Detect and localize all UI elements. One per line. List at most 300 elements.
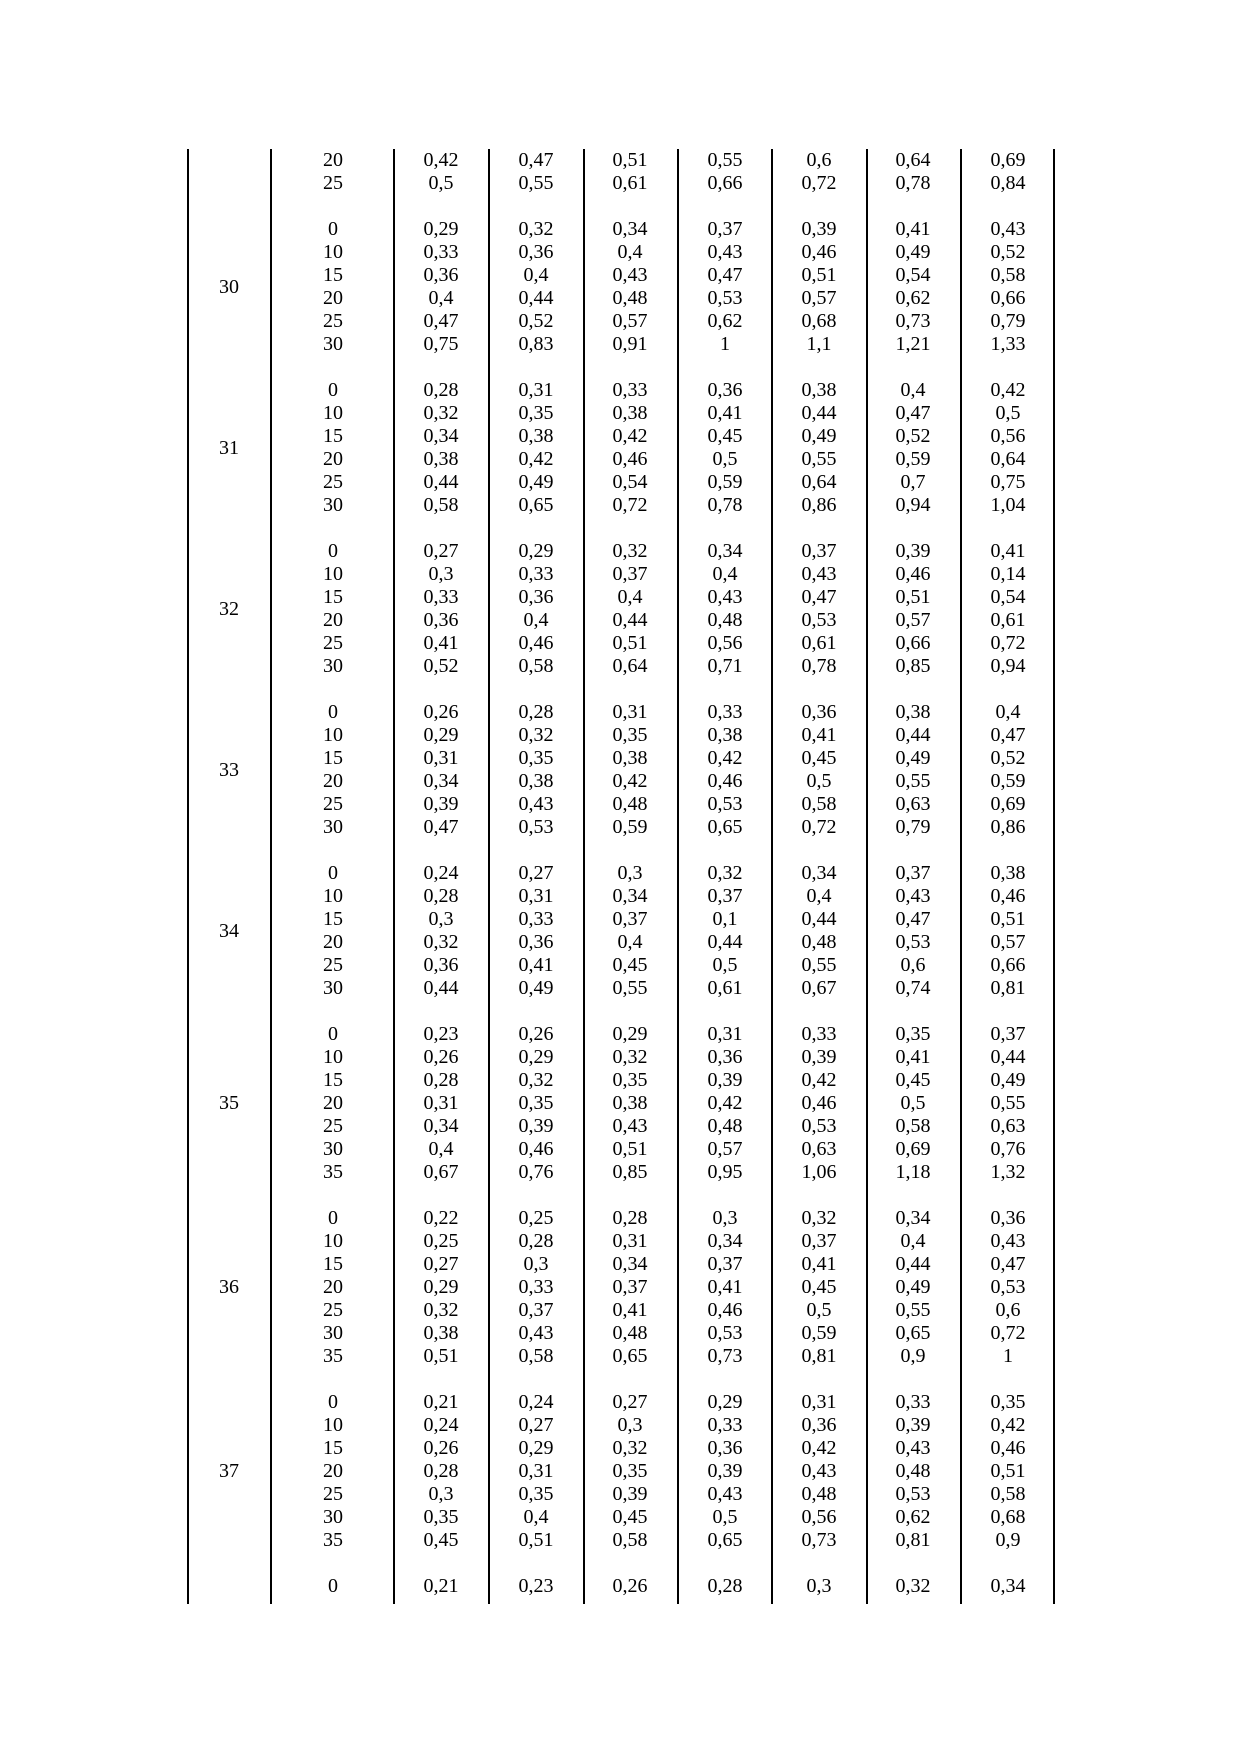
row-key-cell: 20: [323, 149, 343, 171]
row-key-cell: 30: [323, 977, 343, 999]
value-cell: 0,42: [801, 1069, 837, 1091]
row-key-cell: 15: [323, 425, 343, 447]
value-cell: 0,68: [990, 1506, 1026, 1528]
value-cell: 0,81: [801, 1345, 837, 1367]
value-cell: 0,37: [801, 540, 837, 562]
value-cell: 0,36: [518, 241, 554, 263]
value-cell: 0,41: [707, 402, 743, 424]
value-cell: 0,39: [707, 1069, 743, 1091]
value-cell: 0,3: [617, 1414, 643, 1436]
value-cell: 0,53: [895, 931, 931, 953]
column-divider: [677, 149, 679, 1604]
value-cell: 0,32: [612, 540, 648, 562]
value-cell: 0,4: [806, 885, 832, 907]
value-cell: 0,26: [612, 1575, 648, 1597]
value-cell: 0,46: [707, 1299, 743, 1321]
value-cell: 0,43: [990, 1230, 1026, 1252]
value-cell: 0,51: [518, 1529, 554, 1551]
row-key-cell: 20: [323, 1092, 343, 1114]
row-key-cell: 0: [328, 1023, 338, 1045]
value-cell: 0,33: [518, 563, 554, 585]
value-cell: 0,47: [895, 908, 931, 930]
row-key-cell: 30: [323, 816, 343, 838]
row-key-cell: 25: [323, 471, 343, 493]
value-cell: 0,35: [518, 402, 554, 424]
value-cell: 0,3: [806, 1575, 832, 1597]
value-cell: 0,23: [518, 1575, 554, 1597]
value-cell: 0,86: [801, 494, 837, 516]
value-cell: 0,4: [712, 563, 738, 585]
value-cell: 0,46: [990, 1437, 1026, 1459]
value-cell: 0,53: [990, 1276, 1026, 1298]
value-cell: 0,6: [900, 954, 926, 976]
value-cell: 0,49: [518, 471, 554, 493]
value-cell: 0,95: [707, 1161, 743, 1183]
value-cell: 0,38: [612, 747, 648, 769]
value-cell: 0,37: [801, 1230, 837, 1252]
value-cell: 0,78: [707, 494, 743, 516]
group-label: 36: [219, 1276, 239, 1298]
value-cell: 0,55: [707, 149, 743, 171]
value-cell: 0,6: [995, 1299, 1021, 1321]
value-cell: 0,47: [990, 1253, 1026, 1275]
value-cell: 0,4: [900, 379, 926, 401]
value-cell: 0,49: [895, 241, 931, 263]
value-cell: 0,29: [423, 218, 459, 240]
value-cell: 0,62: [895, 287, 931, 309]
value-cell: 0,63: [801, 1138, 837, 1160]
column-divider: [488, 149, 490, 1604]
value-cell: 0,29: [518, 1046, 554, 1068]
value-cell: 0,35: [990, 1391, 1026, 1413]
value-cell: 0,36: [518, 586, 554, 608]
value-cell: 0,35: [518, 1092, 554, 1114]
value-cell: 0,65: [895, 1322, 931, 1344]
value-cell: 0,53: [707, 793, 743, 815]
value-cell: 0,29: [423, 724, 459, 746]
value-cell: 0,68: [801, 310, 837, 332]
value-cell: 1: [1003, 1345, 1013, 1367]
value-cell: 0,58: [990, 1483, 1026, 1505]
value-cell: 0,44: [707, 931, 743, 953]
value-cell: 0,74: [895, 977, 931, 999]
value-cell: 0,29: [518, 540, 554, 562]
row-key-cell: 35: [323, 1345, 343, 1367]
value-cell: 0,38: [518, 770, 554, 792]
value-cell: 0,36: [801, 701, 837, 723]
value-cell: 0,91: [612, 333, 648, 355]
value-cell: 0,78: [895, 172, 931, 194]
value-cell: 0,28: [612, 1207, 648, 1229]
value-cell: 0,32: [423, 402, 459, 424]
value-cell: 0,47: [801, 586, 837, 608]
column-divider: [270, 149, 272, 1604]
row-key-cell: 10: [323, 1230, 343, 1252]
value-cell: 0,21: [423, 1391, 459, 1413]
value-cell: 0,41: [423, 632, 459, 654]
value-cell: 0,9: [995, 1529, 1021, 1551]
value-cell: 0,61: [801, 632, 837, 654]
value-cell: 0,63: [895, 793, 931, 815]
value-cell: 0,49: [518, 977, 554, 999]
value-cell: 0,5: [806, 1299, 832, 1321]
value-cell: 0,38: [895, 701, 931, 723]
value-cell: 0,45: [801, 1276, 837, 1298]
value-cell: 0,69: [895, 1138, 931, 1160]
value-cell: 0,24: [518, 1391, 554, 1413]
value-cell: 0,28: [423, 379, 459, 401]
value-cell: 0,51: [612, 632, 648, 654]
value-cell: 0,22: [423, 1207, 459, 1229]
value-cell: 0,43: [518, 793, 554, 815]
value-cell: 0,43: [612, 1115, 648, 1137]
value-cell: 0,41: [801, 724, 837, 746]
value-cell: 0,66: [990, 954, 1026, 976]
value-cell: 0,43: [895, 1437, 931, 1459]
value-cell: 0,38: [518, 425, 554, 447]
value-cell: 0,58: [518, 1345, 554, 1367]
value-cell: 0,51: [423, 1345, 459, 1367]
row-key-cell: 25: [323, 1483, 343, 1505]
value-cell: 0,53: [801, 1115, 837, 1137]
value-cell: 0,64: [612, 655, 648, 677]
value-cell: 0,33: [895, 1391, 931, 1413]
value-cell: 0,55: [895, 770, 931, 792]
value-cell: 0,37: [990, 1023, 1026, 1045]
value-cell: 0,39: [707, 1460, 743, 1482]
value-cell: 0,48: [707, 1115, 743, 1137]
row-key-cell: 0: [328, 540, 338, 562]
row-key-cell: 0: [328, 1207, 338, 1229]
value-cell: 0,41: [895, 218, 931, 240]
value-cell: 0,45: [801, 747, 837, 769]
value-cell: 0,54: [990, 586, 1026, 608]
value-cell: 0,65: [707, 1529, 743, 1551]
value-cell: 0,28: [423, 1460, 459, 1482]
row-key-cell: 20: [323, 448, 343, 470]
value-cell: 0,29: [707, 1391, 743, 1413]
value-cell: 0,56: [990, 425, 1026, 447]
value-cell: 0,45: [612, 954, 648, 976]
value-cell: 0,4: [995, 701, 1021, 723]
value-cell: 0,59: [895, 448, 931, 470]
value-cell: 0,63: [990, 1115, 1026, 1137]
value-cell: 0,42: [990, 379, 1026, 401]
value-cell: 0,65: [707, 816, 743, 838]
value-cell: 0,34: [423, 770, 459, 792]
row-key-cell: 10: [323, 563, 343, 585]
value-cell: 0,33: [707, 1414, 743, 1436]
value-cell: 0,41: [895, 1046, 931, 1068]
value-cell: 0,24: [423, 862, 459, 884]
value-cell: 0,58: [612, 1529, 648, 1551]
value-cell: 1,18: [895, 1161, 931, 1183]
value-cell: 0,48: [612, 1322, 648, 1344]
row-key-cell: 0: [328, 701, 338, 723]
value-cell: 0,51: [895, 586, 931, 608]
value-cell: 0,4: [428, 287, 454, 309]
value-cell: 0,42: [612, 770, 648, 792]
row-key-cell: 30: [323, 494, 343, 516]
value-cell: 0,26: [518, 1023, 554, 1045]
value-cell: 0,53: [518, 816, 554, 838]
value-cell: 0,51: [612, 149, 648, 171]
value-cell: 0,78: [801, 655, 837, 677]
value-cell: 0,75: [423, 333, 459, 355]
row-key-cell: 15: [323, 264, 343, 286]
value-cell: 0,37: [895, 862, 931, 884]
value-cell: 0,38: [423, 1322, 459, 1344]
value-cell: 0,54: [612, 471, 648, 493]
value-cell: 0,32: [895, 1575, 931, 1597]
value-cell: 0,4: [617, 931, 643, 953]
value-cell: 0,66: [707, 172, 743, 194]
value-cell: 0,35: [423, 1506, 459, 1528]
value-cell: 0,51: [990, 908, 1026, 930]
value-cell: 0,32: [423, 931, 459, 953]
value-cell: 0,55: [612, 977, 648, 999]
value-cell: 0,69: [990, 793, 1026, 815]
value-cell: 0,28: [518, 1230, 554, 1252]
value-cell: 0,34: [612, 885, 648, 907]
value-cell: 0,33: [423, 586, 459, 608]
value-cell: 0,47: [990, 724, 1026, 746]
value-cell: 0,32: [518, 218, 554, 240]
value-cell: 0,5: [806, 770, 832, 792]
value-cell: 0,76: [518, 1161, 554, 1183]
value-cell: 0,36: [423, 954, 459, 976]
row-key-cell: 20: [323, 609, 343, 631]
value-cell: 0,42: [707, 1092, 743, 1114]
value-cell: 0,37: [707, 218, 743, 240]
value-cell: 0,55: [895, 1299, 931, 1321]
value-cell: 0,43: [518, 1322, 554, 1344]
value-cell: 0,37: [612, 563, 648, 585]
value-cell: 0,44: [423, 471, 459, 493]
value-cell: 0,41: [612, 1299, 648, 1321]
value-cell: 0,52: [423, 655, 459, 677]
value-cell: 0,31: [707, 1023, 743, 1045]
value-cell: 0,43: [707, 241, 743, 263]
value-cell: 0,26: [423, 1046, 459, 1068]
value-cell: 0,61: [707, 977, 743, 999]
value-cell: 0,56: [801, 1506, 837, 1528]
value-cell: 0,31: [518, 379, 554, 401]
value-cell: 1: [720, 333, 730, 355]
row-key-cell: 25: [323, 954, 343, 976]
value-cell: 0,31: [423, 747, 459, 769]
value-cell: 0,14: [990, 563, 1026, 585]
value-cell: 0,34: [990, 1575, 1026, 1597]
value-cell: 0,5: [712, 448, 738, 470]
value-cell: 0,57: [895, 609, 931, 631]
value-cell: 0,37: [707, 885, 743, 907]
value-cell: 0,5: [712, 954, 738, 976]
value-cell: 0,33: [518, 1276, 554, 1298]
value-cell: 0,64: [990, 448, 1026, 470]
value-cell: 0,36: [423, 609, 459, 631]
value-cell: 0,29: [518, 1437, 554, 1459]
value-cell: 0,42: [518, 448, 554, 470]
value-cell: 0,64: [801, 471, 837, 493]
value-cell: 0,35: [518, 747, 554, 769]
group-label: 37: [219, 1460, 239, 1482]
value-cell: 0,51: [612, 1138, 648, 1160]
value-cell: 0,49: [895, 1276, 931, 1298]
value-cell: 0,27: [612, 1391, 648, 1413]
value-cell: 0,6: [806, 149, 832, 171]
row-key-cell: 20: [323, 931, 343, 953]
value-cell: 0,34: [801, 862, 837, 884]
row-key-cell: 15: [323, 1437, 343, 1459]
value-cell: 0,55: [990, 1092, 1026, 1114]
value-cell: 0,39: [895, 1414, 931, 1436]
value-cell: 0,32: [612, 1046, 648, 1068]
value-cell: 0,42: [423, 149, 459, 171]
value-cell: 0,37: [612, 908, 648, 930]
value-cell: 0,53: [707, 1322, 743, 1344]
value-cell: 0,62: [707, 310, 743, 332]
value-cell: 0,47: [895, 402, 931, 424]
value-cell: 0,83: [518, 333, 554, 355]
value-cell: 0,31: [518, 885, 554, 907]
value-cell: 0,31: [612, 701, 648, 723]
value-cell: 0,32: [707, 862, 743, 884]
value-cell: 0,48: [707, 609, 743, 631]
value-cell: 0,59: [990, 770, 1026, 792]
row-key-cell: 15: [323, 908, 343, 930]
value-cell: 0,24: [423, 1414, 459, 1436]
value-cell: 0,55: [801, 954, 837, 976]
value-cell: 0,85: [895, 655, 931, 677]
value-cell: 0,44: [990, 1046, 1026, 1068]
value-cell: 0,45: [707, 425, 743, 447]
value-cell: 0,65: [518, 494, 554, 516]
value-cell: 0,45: [895, 1069, 931, 1091]
row-key-cell: 10: [323, 885, 343, 907]
value-cell: 0,46: [612, 448, 648, 470]
value-cell: 0,85: [612, 1161, 648, 1183]
value-cell: 0,1: [712, 908, 738, 930]
row-key-cell: 25: [323, 310, 343, 332]
value-cell: 0,34: [895, 1207, 931, 1229]
value-cell: 0,28: [423, 1069, 459, 1091]
value-cell: 0,49: [801, 425, 837, 447]
value-cell: 0,3: [428, 908, 454, 930]
value-cell: 0,39: [612, 1483, 648, 1505]
value-cell: 0,4: [523, 1506, 549, 1528]
row-key-cell: 15: [323, 1069, 343, 1091]
value-cell: 0,43: [801, 1460, 837, 1482]
value-cell: 0,31: [518, 1460, 554, 1482]
value-cell: 0,46: [801, 1092, 837, 1114]
value-cell: 0,5: [900, 1092, 926, 1114]
value-cell: 0,31: [612, 1230, 648, 1252]
value-cell: 0,81: [895, 1529, 931, 1551]
value-cell: 0,54: [895, 264, 931, 286]
value-cell: 0,35: [895, 1023, 931, 1045]
value-cell: 0,44: [801, 908, 837, 930]
value-cell: 0,52: [990, 241, 1026, 263]
value-cell: 0,66: [895, 632, 931, 654]
value-cell: 0,58: [990, 264, 1026, 286]
value-cell: 1,32: [990, 1161, 1026, 1183]
row-key-cell: 20: [323, 1276, 343, 1298]
value-cell: 0,37: [518, 1299, 554, 1321]
value-cell: 0,72: [801, 816, 837, 838]
value-cell: 0,57: [707, 1138, 743, 1160]
value-cell: 0,44: [518, 287, 554, 309]
value-cell: 0,64: [895, 149, 931, 171]
value-cell: 0,26: [423, 701, 459, 723]
group-label: 32: [219, 597, 239, 620]
value-cell: 0,28: [707, 1575, 743, 1597]
value-cell: 0,72: [612, 494, 648, 516]
value-cell: 0,53: [707, 287, 743, 309]
row-key-cell: 30: [323, 1506, 343, 1528]
value-cell: 0,52: [518, 310, 554, 332]
value-cell: 0,48: [801, 1483, 837, 1505]
row-key-cell: 15: [323, 1253, 343, 1275]
value-cell: 0,29: [423, 1276, 459, 1298]
value-cell: 0,73: [707, 1345, 743, 1367]
value-cell: 0,36: [707, 1437, 743, 1459]
value-cell: 0,42: [707, 747, 743, 769]
value-cell: 0,27: [518, 862, 554, 884]
row-key-cell: 30: [323, 1322, 343, 1344]
value-cell: 0,33: [518, 908, 554, 930]
value-cell: 0,38: [990, 862, 1026, 884]
value-cell: 0,86: [990, 816, 1026, 838]
value-cell: 0,43: [990, 218, 1026, 240]
value-cell: 0,25: [518, 1207, 554, 1229]
column-divider: [960, 149, 962, 1604]
value-cell: 0,38: [801, 379, 837, 401]
value-cell: 0,36: [423, 264, 459, 286]
row-key-cell: 15: [323, 586, 343, 608]
value-cell: 0,25: [423, 1230, 459, 1252]
value-cell: 0,31: [801, 1391, 837, 1413]
group-label: 34: [219, 919, 239, 942]
value-cell: 0,49: [990, 1069, 1026, 1091]
value-cell: 0,43: [612, 264, 648, 286]
value-cell: 0,46: [518, 632, 554, 654]
value-cell: 0,84: [990, 172, 1026, 194]
value-cell: 0,67: [801, 977, 837, 999]
value-cell: 0,34: [423, 425, 459, 447]
value-cell: 0,26: [423, 1437, 459, 1459]
value-cell: 0,36: [707, 379, 743, 401]
value-cell: 0,79: [990, 310, 1026, 332]
value-cell: 0,43: [895, 885, 931, 907]
value-cell: 1,1: [806, 333, 832, 355]
value-cell: 0,35: [612, 1069, 648, 1091]
value-cell: 0,39: [518, 1115, 554, 1137]
value-cell: 0,39: [423, 793, 459, 815]
value-cell: 0,41: [990, 540, 1026, 562]
value-cell: 0,41: [518, 954, 554, 976]
value-cell: 0,4: [428, 1138, 454, 1160]
value-cell: 0,71: [707, 655, 743, 677]
value-cell: 0,94: [990, 655, 1026, 677]
value-cell: 0,34: [423, 1115, 459, 1137]
value-cell: 0,48: [801, 931, 837, 953]
value-cell: 0,52: [990, 747, 1026, 769]
row-key-cell: 0: [328, 862, 338, 884]
value-cell: 0,46: [801, 241, 837, 263]
value-cell: 0,76: [990, 1138, 1026, 1160]
row-key-cell: 30: [323, 1138, 343, 1160]
